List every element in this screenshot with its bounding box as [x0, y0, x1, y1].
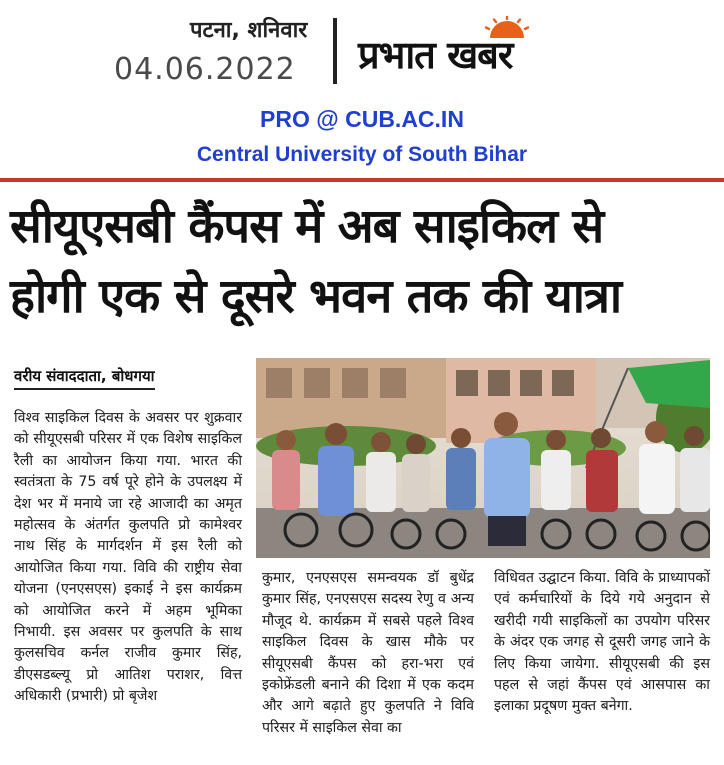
- pro-email: PRO @ CUB.AC.IN: [260, 106, 464, 132]
- article-column-1: विश्व साइकिल दिवस के अवसर पर शुक्रवार को सीयूएसबी परिसर में एक विशेष साइकिल रैली का आयोजन किया गया. भारत की स्वतंत्रता के 75 वर्ष पूरे होने के उपलक्ष्य में देश भर में मनाये जा रहे आजादी का अमृत महोत्सव के अंतर्गत कुलपति प्रो कामेश्वर नाथ सिंह के मार्गदर्शन में इस रैली को आयोजित किया गया. विवि की राष्ट्रीय सेवा योजना (एनएसएस) इकाई ने इस कार्यक्रम को आयोजित करने में अहम भूमिका निभायी. इस अवसर पर कुलपति के साथ कुलसचिव कर्नल राजीव कुमार सिंह, डीएसडब्ल्यू प्रो आतिश पराशर, वित्त अधिकारी (प्रभारी) प्रो बृजेश: [14, 410, 242, 705]
- city-day: पटना, शनिवार: [190, 18, 308, 43]
- university-name: Central University of South Bihar: [196, 143, 528, 166]
- masthead-divider: [333, 18, 337, 84]
- article-headline: [10, 192, 716, 332]
- publication-date: 04.06.2022: [114, 52, 296, 87]
- header-rule: [0, 178, 724, 182]
- newspaper-name: प्रभात खबर: [358, 33, 513, 77]
- article-column-2: कुमार, एनएसएस समन्वयक डॉ बुधेंद्र कुमार सिंह, एनएसएस सदस्य रेणु व अन्य मौजूद थे. कार्यक्रम में सबसे पहले विश्व साइकिल दिवस के खास मौके पर सीयूएसबी कैंपस को हरा-भरा एवं इकोफ्रेंडली बनाने की दिशा में एक कदम और आगे बढ़ाते हुए कुलपति ने विवि परिसर में साइकिल सेवा का: [262, 570, 474, 736]
- headline-line-2: होगी एक से दूसरे भवन तक की यात्रा: [10, 269, 622, 324]
- article-column-3: विधिवत उद्घाटन किया. विवि के प्राध्यापकों एवं कर्मचारियों के दिये गये अनुदान से खरीदी गयी साइकिलों का उपयोग परिसर के अंदर एक जगह से दूसरी जगह जाने के लिए किया जायेगा. सीयूएसबी की इस पहल से जहां कैंपस एवं आसपास का इलाका प्रदूषण मुक्त बनेगा.: [494, 570, 710, 715]
- byline: वरीय संवाददाता, बोधगया: [14, 366, 155, 390]
- headline-line-1: सीयूएसबी कैंपस में अब साइकिल से: [10, 199, 604, 254]
- cycle-rally-photo: [256, 358, 710, 558]
- masthead: [0, 0, 724, 100]
